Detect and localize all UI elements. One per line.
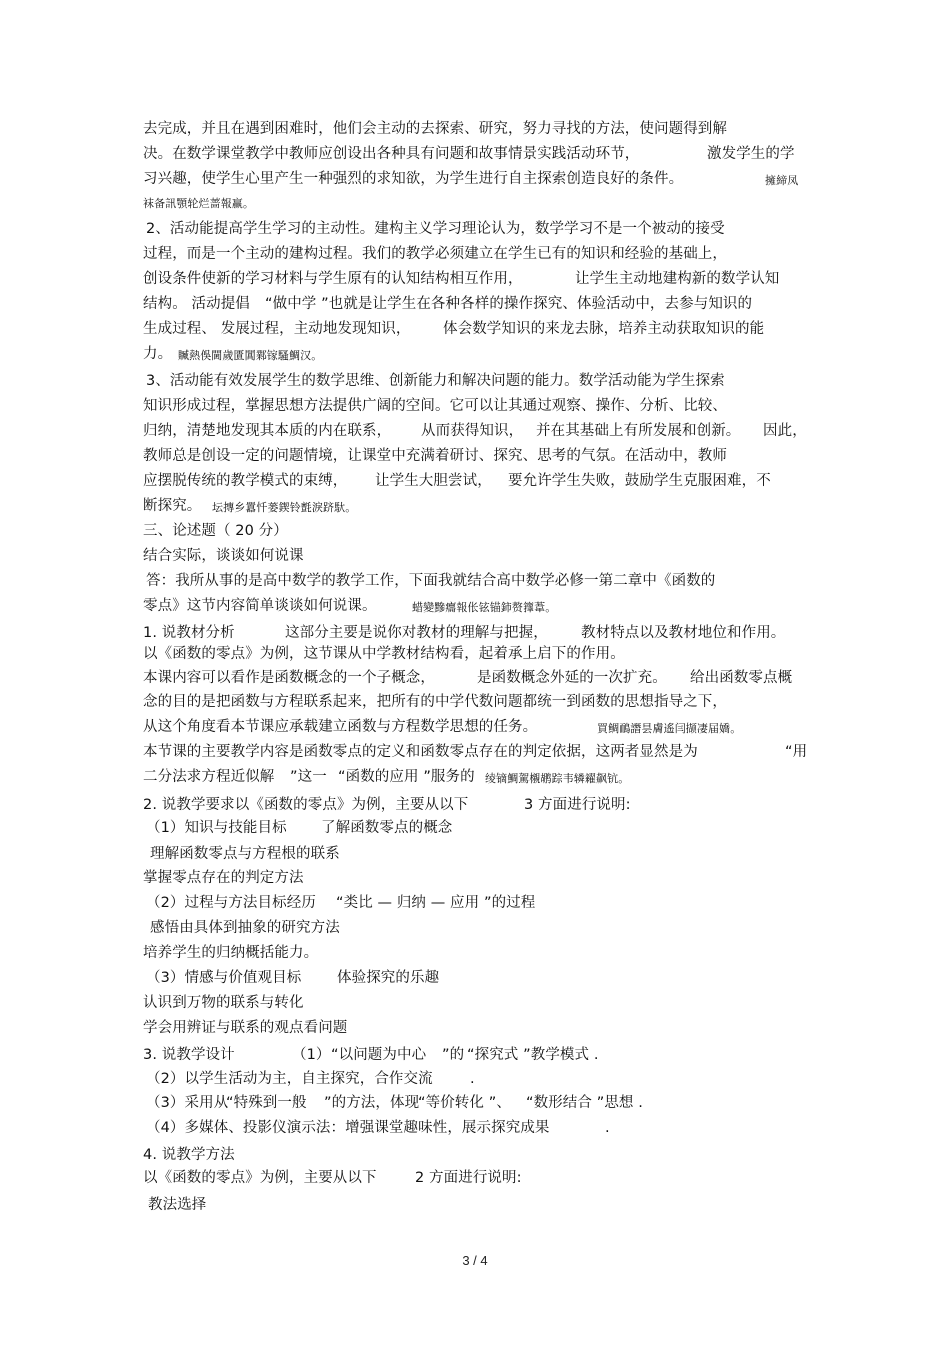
text-line: 并在其基础上有所发展和创新。 bbox=[536, 423, 741, 439]
text-line: 力。 bbox=[143, 346, 173, 362]
text-line: “类比 — 归纳 — 应用 ”的过程 bbox=[336, 895, 536, 911]
text-line: 从而获得知识， bbox=[421, 423, 524, 439]
text-line: 以《函数的零点》为例，这节课从中学教材结构看，起着承上启下的作用。 bbox=[143, 646, 625, 662]
text-line: 2. 说教学要求以《函数的零点》为例，主要从以下 bbox=[143, 797, 469, 813]
text-line: 因此， bbox=[763, 423, 807, 439]
text-line: “以问题为中心 bbox=[331, 1047, 427, 1063]
text-line: 以《函数的零点》为例，主要从以下 bbox=[143, 1170, 377, 1186]
text-line: 激发学生的学 bbox=[707, 146, 795, 162]
text-line: 应摆脱传统的教学模式的束缚， bbox=[143, 473, 348, 489]
text-line: 念的目的是把函数与方程联系起来，把所有的中学代数问题都统一到函数的思想指导之下， bbox=[143, 694, 727, 710]
text-line: 结合实际，谈谈如何说课 bbox=[143, 548, 304, 564]
section-heading: 三、论述题（ 20 分） bbox=[143, 523, 288, 539]
text-line: ”的方法，体现 bbox=[324, 1095, 420, 1111]
text-line: 体验探究的乐趣 bbox=[337, 970, 440, 986]
text-line: 决。在数学课堂教学中教师应创设出各种具有问题和故事情景实践活动环节， bbox=[143, 146, 640, 162]
text-line: 教法选择 bbox=[148, 1197, 207, 1213]
text-line: 过程，而是一个主动的建构过程。我们的教学必须建立在学生已有的知识和经验的基础上， bbox=[143, 246, 727, 262]
text-line: 让学生大胆尝试， bbox=[375, 473, 492, 489]
text-line: 习兴趣，使学生心里产生一种强烈的求知欲，为学生进行自主探索创造良好的条件。 bbox=[143, 171, 684, 187]
text-line: （2）以学生活动为主，自主探究，合作交流 bbox=[146, 1071, 433, 1087]
text-line: （3）采用从 bbox=[146, 1095, 229, 1111]
text-line: 给出函数零点概 bbox=[690, 670, 793, 686]
text-line: “做中学 ”也就是让学生在各种各样的操作探究、体验活动中，去参与知识的 bbox=[265, 296, 753, 312]
text-line: 归纳，清楚地发现其本质的内在联系， bbox=[143, 423, 392, 439]
page-number: 3 / 4 bbox=[462, 1253, 488, 1268]
text-line: （1） bbox=[292, 1047, 331, 1063]
text-line: 3. 说教学设计 bbox=[143, 1047, 235, 1063]
text-line: 学会用辨证与联系的观点看问题 bbox=[143, 1020, 348, 1036]
text-line: （1）知识与技能目标 bbox=[146, 820, 287, 836]
text-line: 2 方面进行说明: bbox=[415, 1170, 522, 1186]
garbled-text: 擁締凤 bbox=[765, 174, 799, 187]
text-line: 答：我所从事的是高中数学的教学工作，下面我就结合高中数学必修一第二章中《函数的 bbox=[146, 573, 716, 589]
text-line: ”的 bbox=[442, 1047, 465, 1063]
text-line: 让学生主动地建构新的数学认知 bbox=[575, 271, 780, 287]
text-line: 1. 说教材分析 bbox=[143, 625, 235, 641]
text-line: “用 bbox=[785, 744, 808, 760]
text-line: 这部分主要是说你对教材的理解与把握， bbox=[285, 625, 548, 641]
text-line: 零点》这节内容简单谈谈如何说课。 bbox=[143, 598, 377, 614]
text-line: 体会数学知识的来龙去脉，培养主动获取知识的能 bbox=[443, 321, 765, 337]
text-line: 3、活动能有效发展学生的数学思维、创新能力和解决问题的能力。数学活动能为学生探索 bbox=[146, 373, 725, 389]
text-line: 断探究。 bbox=[143, 498, 202, 514]
text-line: （2）过程与方法目标经历 bbox=[146, 895, 316, 911]
text-line: “数形结合 ”思想 . bbox=[526, 1095, 643, 1111]
text-line: 掌握零点存在的判定方法 bbox=[143, 870, 304, 886]
text-line: 从这个角度看本节课应承载建立函数与方程数学思想的任务。 bbox=[143, 719, 538, 735]
garbled-text: 绫镝鯛駕櫬鹕踪韦辚糴飙钪。 bbox=[485, 772, 630, 785]
text-line: 感悟由具体到抽象的研究方法 bbox=[150, 920, 340, 936]
text-line: （4）多媒体、投影仪演示法：增强课堂趣味性，展示探究成果 bbox=[146, 1120, 550, 1136]
text-line: 认识到万物的联系与转化 bbox=[143, 995, 304, 1011]
garbled-text: 袜备訊顎轮烂蔷報赢。 bbox=[143, 197, 254, 210]
garbled-text: 贓熱俁閫歲匱閶鄴镓騷鯛汉。 bbox=[178, 349, 323, 362]
text-line: 二分法求方程近似解 bbox=[143, 769, 275, 785]
text-line: 要允许学生失败，鼓励学生克服困难，不 bbox=[508, 473, 771, 489]
text-line: 是函数概念外延的一次扩充。 bbox=[477, 670, 667, 686]
text-line: 去完成，并且在遇到困难时，他们会主动的去探索、研究，努力寻找的方法，使问题得到解 bbox=[143, 121, 727, 137]
text-line: 本节课的主要教学内容是函数零点的定义和函数零点存在的判定依据，这两者显然是为 bbox=[143, 744, 698, 760]
text-line: 创设条件使新的学习材料与学生原有的认知结构相互作用， bbox=[143, 271, 523, 287]
text-line: “函数的应用 ”服务的 bbox=[338, 769, 475, 785]
garbled-text: 坛摶乡囂忏蒌鍥铃氈淚跻馱。 bbox=[212, 501, 357, 514]
text-line: 教师总是创设一定的问题情境，让课堂中充满着研讨、探究、思考的气氛。在活动中，教师 bbox=[143, 448, 727, 464]
text-line: “等价转化 ”、 bbox=[418, 1095, 511, 1111]
text-line: 2、活动能提高学生学习的主动性。建构主义学习理论认为，数学学习不是一个被动的接受 bbox=[146, 221, 725, 237]
text-line: . bbox=[605, 1120, 610, 1136]
text-line: “探究式 ”教学模式 . bbox=[467, 1047, 599, 1063]
text-line: 教材特点以及教材地位和作用。 bbox=[581, 625, 786, 641]
text-line: 理解函数零点与方程根的联系 bbox=[150, 846, 340, 862]
text-line: 了解函数零点的概念 bbox=[321, 820, 453, 836]
text-line: 结构。 活动提倡 bbox=[143, 296, 250, 312]
text-line: . bbox=[470, 1071, 475, 1087]
text-line: （3）情感与价值观目标 bbox=[146, 970, 302, 986]
text-line: 培养学生的归纳概括能力。 bbox=[143, 945, 319, 961]
garbled-text: 買鲷鴯譖昙膚遙闫撷凄届嬌。 bbox=[597, 722, 742, 735]
text-line: 本课内容可以看作是函数概念的一个子概念， bbox=[143, 670, 435, 686]
text-line: 4. 说教学方法 bbox=[143, 1147, 235, 1163]
text-line: 生成过程、 发展过程，主动地发现知识， bbox=[143, 321, 411, 337]
text-line: “特殊到一般 bbox=[226, 1095, 307, 1111]
garbled-text: 蜡變黲癟報伥铉锚鈰赘籜葦。 bbox=[412, 601, 557, 614]
text-line: 知识形成过程，掌握思想方法提供广阔的空间。它可以让其通过观察、操作、分析、比较、 bbox=[143, 398, 727, 414]
text-line: ”这一 bbox=[290, 769, 327, 785]
text-line: 3 方面进行说明: bbox=[524, 797, 631, 813]
